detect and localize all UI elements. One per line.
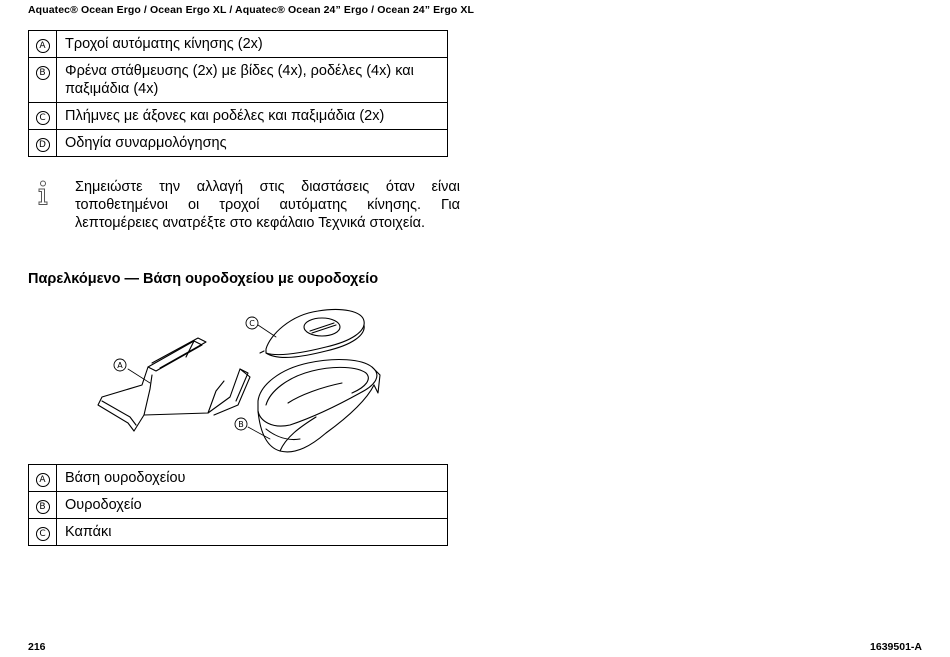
table-row bbox=[29, 519, 448, 546]
item-key-badge: B bbox=[36, 66, 50, 80]
bedpan-holder-drawing bbox=[98, 338, 250, 431]
item-key-badge: C bbox=[36, 111, 50, 125]
parts-table-bedpan bbox=[28, 464, 448, 546]
item-description: Φρένα στάθμευσης (2x) με βίδες (4x), ροδέλες (4x) και παξιμάδια (4x) bbox=[57, 58, 448, 103]
table-row bbox=[29, 58, 448, 103]
item-key-badge: D bbox=[36, 138, 50, 152]
parts-table-wheels bbox=[28, 30, 448, 157]
item-key-badge: C bbox=[36, 527, 50, 541]
item-description: Καπάκι bbox=[57, 519, 448, 546]
bedpan-drawing bbox=[258, 360, 380, 452]
table-row bbox=[29, 130, 448, 157]
table-row bbox=[29, 103, 448, 130]
running-header: Aquatec® Ocean Ergo / Ocean Ergo XL / Aquatec® Ocean 24” Ergo / Ocean 24” Ergo XL bbox=[28, 4, 475, 16]
note-text: Σημειώστε την αλλαγή στις διαστάσεις όταν είναι τοποθετημένοι οι τροχοί αυτόματης κίνησης. Για λεπτομέρειες ανατρέξτε στο κεφάλαιο Τεχνικά στοιχεία. bbox=[75, 179, 460, 231]
document-code: 1639501-A bbox=[870, 641, 922, 653]
table-row bbox=[29, 492, 448, 519]
callout-a: A bbox=[117, 361, 123, 370]
item-key-badge: B bbox=[36, 500, 50, 514]
table-row bbox=[29, 465, 448, 492]
section-title: Παρελκόμενο — Βάση ουροδοχείου με ουροδοχείο bbox=[28, 271, 379, 287]
item-description: Οδηγία συναρμολόγησης bbox=[57, 130, 448, 157]
page-number: 216 bbox=[28, 641, 46, 653]
callout-b: B bbox=[238, 420, 244, 429]
accessory-illustration bbox=[90, 305, 390, 462]
item-description: Πλήμνες με άξονες και ροδέλες και παξιμάδια (2x) bbox=[57, 103, 448, 130]
lid-drawing bbox=[260, 309, 364, 357]
item-description: Βάση ουροδοχείου bbox=[57, 465, 448, 492]
table-row bbox=[29, 31, 448, 58]
item-description: Τροχοί αυτόματης κίνησης (2x) bbox=[57, 31, 448, 58]
item-key-badge: A bbox=[36, 473, 50, 487]
item-key-badge: A bbox=[36, 39, 50, 53]
item-description: Ουροδοχείο bbox=[57, 492, 448, 519]
callout-c: C bbox=[249, 319, 255, 328]
info-icon bbox=[36, 180, 50, 211]
